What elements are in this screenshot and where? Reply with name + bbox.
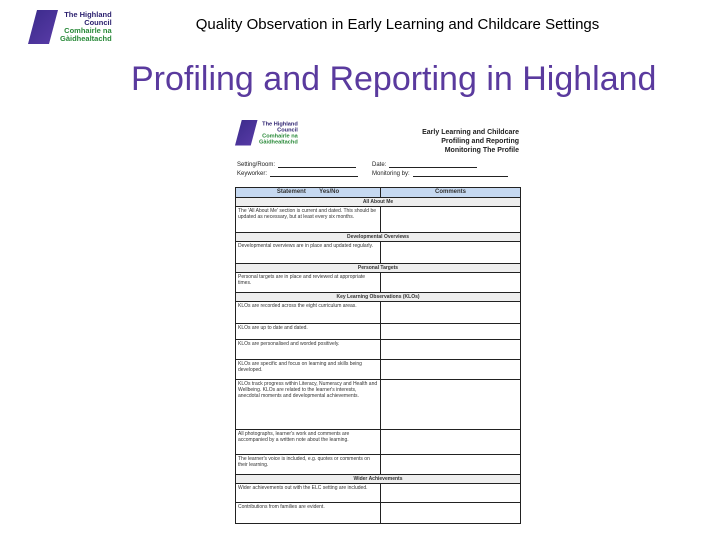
table-row: [236, 340, 521, 360]
field-line: [413, 171, 508, 177]
statement-cell: KLOs are specific and focus on learning and skills being developed.: [236, 360, 381, 380]
statement-cell: All photographs, learner's work and comments are accompanied by a written note about the learning.: [236, 430, 381, 455]
comments-cell: [381, 360, 521, 380]
table-row: [236, 430, 521, 455]
comments-cell: [381, 302, 521, 324]
table-row: [236, 207, 521, 233]
comments-cell: [381, 324, 521, 340]
doc-heading-line: Early Learning and Childcare: [422, 129, 519, 136]
comments-cell: [381, 430, 521, 455]
section-header: [236, 293, 521, 302]
logo-text: Comhairle na: [64, 26, 112, 35]
column-header: Comments: [381, 188, 521, 198]
statement-cell: Developmental overviews are in place and updated regularly.: [236, 242, 381, 264]
keyworker-field: [237, 171, 358, 177]
comments-cell: [381, 242, 521, 264]
logo-text: Comhairle na: [262, 132, 298, 139]
monitoring-form-image: [233, 118, 525, 520]
table-row: [236, 242, 521, 264]
section-header: [236, 475, 521, 484]
doc-logo: [235, 120, 298, 146]
comments-cell: [381, 484, 521, 503]
comments-cell: [381, 273, 521, 293]
setting-field: [237, 162, 356, 168]
section-title: Developmental Overviews: [236, 233, 521, 242]
section-header: [236, 233, 521, 242]
statement-cell: Contributions from families are evident.: [236, 503, 381, 524]
monitoring-table: [235, 187, 521, 524]
slide-subtitle: Quality Observation in Early Learning and Childcare Settings: [195, 16, 600, 33]
logo-text: The Highland: [262, 120, 298, 127]
field-label: Date:: [372, 162, 387, 168]
table-row: [236, 302, 521, 324]
statement-cell: KLOs are recorded across the eight curriculum areas.: [236, 302, 381, 324]
comments-cell: [381, 503, 521, 524]
table-row: [236, 380, 521, 430]
field-label: Keyworker:: [237, 171, 268, 177]
statement-cell: The learner's voice is included, e.g. quotes or comments on their learning.: [236, 455, 381, 475]
comments-cell: [381, 380, 521, 430]
logo-mark-icon: [235, 120, 258, 146]
comments-cell: [381, 207, 521, 233]
slide-title: Profiling and Reporting in Highland: [131, 60, 657, 98]
field-line: [278, 162, 356, 168]
section-title: All About Me: [236, 198, 521, 207]
table-row: [236, 455, 521, 475]
statement-cell: Wider achievements out with the ELC setting are included.: [236, 484, 381, 503]
logo-text: Council: [84, 18, 112, 27]
logo-text: Gàidhealtachd: [60, 34, 112, 43]
doc-heading: [422, 128, 519, 155]
section-title: Personal Targets: [236, 264, 521, 273]
table-row: [236, 324, 521, 340]
statement-cell: KLOs track progress within Literacy, Numeracy and Health and Wellbeing. KLOs are related to the learner's interests, anecdotal moments and developmental achievements.: [236, 380, 381, 430]
field-label: Monitoring by:: [372, 171, 410, 177]
comments-cell: [381, 455, 521, 475]
logo-text: Council: [277, 126, 298, 133]
doc-heading-line: Monitoring The Profile: [444, 147, 519, 154]
table-row: [236, 360, 521, 380]
column-header: Statement Yes/No: [236, 188, 381, 198]
section-header: [236, 264, 521, 273]
section-title: Key Learning Observations (KLOs): [236, 293, 521, 302]
statement-cell: KLOs are up to date and dated.: [236, 324, 381, 340]
statement-cell: The 'All About Me' section is current and dated. This should be updated as necessary, but at least every six months.: [236, 207, 381, 233]
field-label: Setting/Room:: [237, 162, 276, 168]
field-line: [389, 162, 477, 168]
section-header: [236, 198, 521, 207]
field-line: [270, 171, 358, 177]
section-title: Wider Achievements: [236, 475, 521, 484]
table-row: [236, 484, 521, 503]
date-field: [372, 162, 477, 168]
monitoring-field: [372, 171, 508, 177]
table-row: [236, 503, 521, 524]
statement-cell: Personal targets are in place and reviewed at appropriate times.: [236, 273, 381, 293]
table-row: [236, 273, 521, 293]
doc-heading-line: Profiling and Reporting: [441, 138, 519, 145]
logo-text: The Highland: [64, 10, 112, 19]
statement-cell: KLOs are personalised and worded positively.: [236, 340, 381, 360]
logo-text: Gàidhealtachd: [259, 138, 298, 145]
comments-cell: [381, 340, 521, 360]
